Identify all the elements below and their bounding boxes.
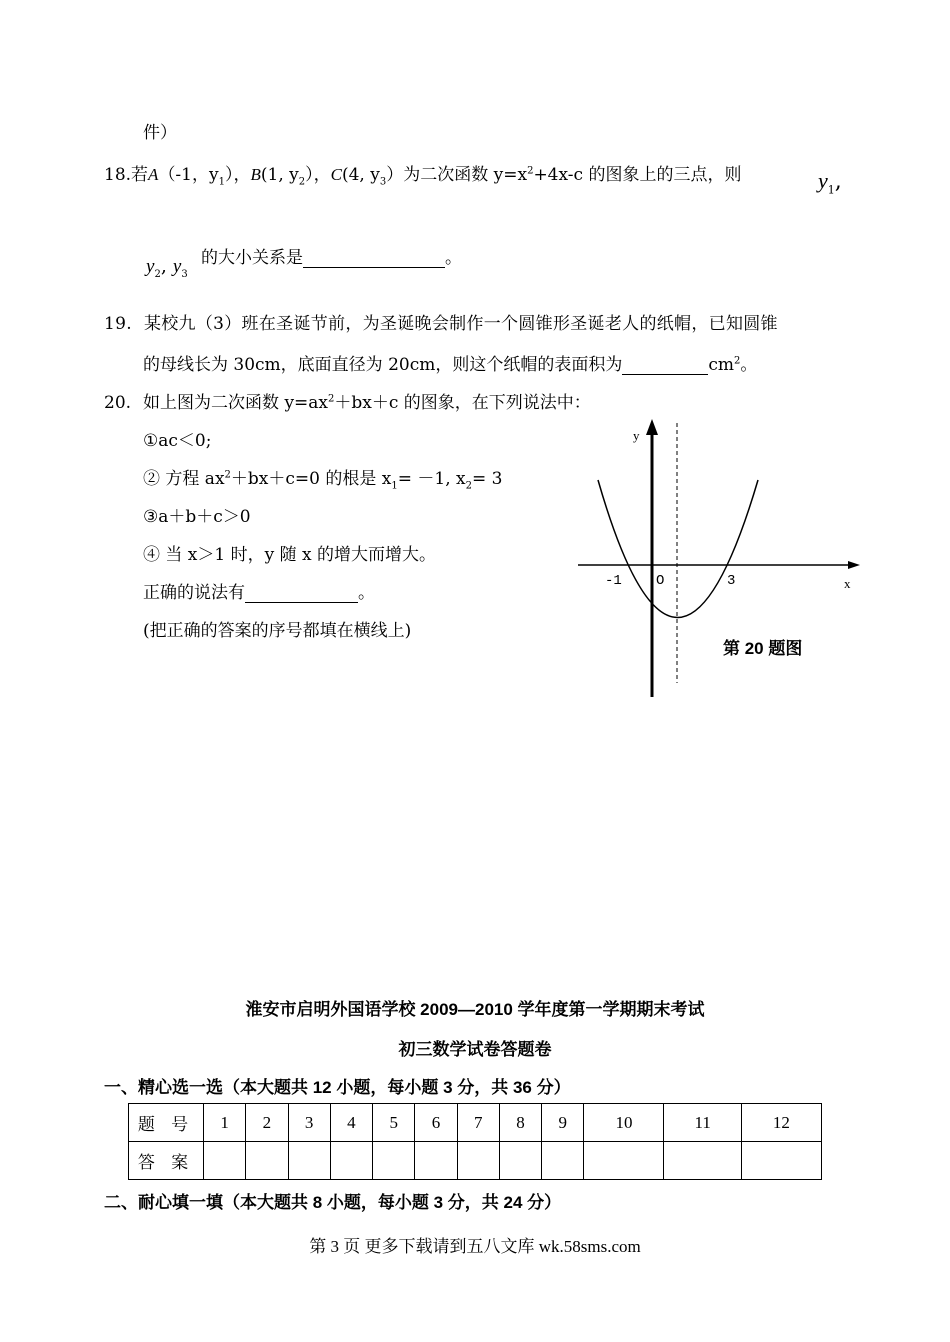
q19-line1: 19. 某校九（3）班在圣诞节前，为圣诞晚会制作一个圆锥形圣诞老人的纸帽，已知圆锥 — [104, 314, 778, 334]
answer-table — [128, 1103, 822, 1180]
q20-number: 20. — [104, 393, 132, 413]
q18-y1: $y_1$, — [818, 168, 842, 197]
root-neg1-label: -1 — [605, 573, 622, 589]
section1-title: 一、精心选一选（本大题共 12 小题，每小题 3 分，共 36 分） — [104, 1078, 571, 1097]
question-number-cell: 8 — [499, 1104, 541, 1142]
question-number-cell: 5 — [373, 1104, 415, 1142]
figure-caption: 第 20 题图 — [723, 639, 803, 658]
q19-line2: 的母线长为 30cm，底面直径为 20cm，则这个纸帽的表面积为 $cm^2$。 — [143, 355, 758, 375]
question-number-cell: 1 — [204, 1104, 246, 1142]
q18-line1: 18.若A（-1，$y_1$），B(1, $y_2$），C(4, $y_3$）为二次函数 $y=x^2+4x-c$ 的图象上的三点，则 — [104, 165, 742, 188]
q20-intro: 20. 如上图为二次函数 $y=ax^2+bx+c$ 的图象，在下列说法中： — [104, 393, 591, 413]
q20-answer-blank[interactable] — [245, 585, 358, 603]
answer-cell[interactable] — [664, 1142, 741, 1180]
q18-line2: 的大小关系是 。 — [201, 248, 462, 268]
answer-cell[interactable] — [542, 1142, 584, 1180]
answer-cell[interactable] — [457, 1142, 499, 1180]
question-number-cell: 12 — [741, 1104, 821, 1142]
q20-statement-3: ③a＋b＋c＞0 — [143, 507, 251, 527]
q18-answer-blank[interactable] — [303, 249, 445, 268]
table-row-answers — [129, 1142, 822, 1180]
question-number-cell: 4 — [330, 1104, 372, 1142]
origin-label: O — [656, 573, 665, 589]
answer-cell[interactable] — [499, 1142, 541, 1180]
q20-note: (把正确的答案的序号都填在横线上) — [143, 621, 412, 641]
q19-answer-blank[interactable] — [622, 356, 708, 375]
row-label-answer: 答 案 — [129, 1142, 204, 1180]
page-footer: 第 3 页 更多下载请到五八文库 wk.58sms.com — [309, 1237, 641, 1256]
row-label-number: 题 号 — [129, 1104, 204, 1142]
answer-sheet-title: 淮安市启明外国语学校 2009—2010 学年度第一学期期末考试 — [245, 1000, 705, 1019]
q20-answer-line: 正确的说法有 。 — [143, 583, 375, 603]
y-axis-label: y — [633, 428, 640, 443]
q18-number: 18. — [104, 165, 132, 185]
answer-cell[interactable] — [330, 1142, 372, 1180]
q17-tail: 件） — [143, 123, 177, 143]
q20-statement-1: ①ac＜0; — [143, 431, 212, 451]
question-number-cell: 3 — [288, 1104, 330, 1142]
answer-cell[interactable] — [204, 1142, 246, 1180]
x-axis-label: x — [844, 576, 851, 591]
x-axis-arrow-icon — [848, 561, 860, 569]
q18-y2-y3: $y_2$, $y_3$ — [146, 255, 188, 280]
table-row-numbers — [129, 1104, 822, 1142]
answer-cell[interactable] — [741, 1142, 821, 1180]
question-number-cell: 2 — [246, 1104, 288, 1142]
q19-number: 19. — [104, 314, 132, 334]
parabola-curve — [598, 480, 758, 618]
y-axis-arrow-icon — [646, 419, 658, 435]
question-number-cell: 11 — [664, 1104, 741, 1142]
answer-cell[interactable] — [288, 1142, 330, 1180]
q20-statement-4: ④ 当 x＞1 时，y 随 x 的增大而增大。 — [143, 545, 437, 565]
parabola-figure — [570, 415, 870, 705]
question-number-cell: 9 — [542, 1104, 584, 1142]
answer-cell[interactable] — [415, 1142, 457, 1180]
answer-cell[interactable] — [246, 1142, 288, 1180]
question-number-cell: 6 — [415, 1104, 457, 1142]
root-3-label: 3 — [727, 573, 736, 589]
q20-statement-2: ② 方程 $ax^2+bx+c=0$ 的根是 $x_1= -1$, $x_2= 3$ — [143, 469, 503, 492]
answer-cell[interactable] — [584, 1142, 664, 1180]
answer-sheet-subtitle: 初三数学试卷答题卷 — [398, 1040, 552, 1059]
section2-title: 二、耐心填一填（本大题共 8 小题，每小题 3 分，共 24 分） — [104, 1193, 562, 1212]
question-number-cell: 7 — [457, 1104, 499, 1142]
question-number-cell: 10 — [584, 1104, 664, 1142]
answer-cell[interactable] — [373, 1142, 415, 1180]
